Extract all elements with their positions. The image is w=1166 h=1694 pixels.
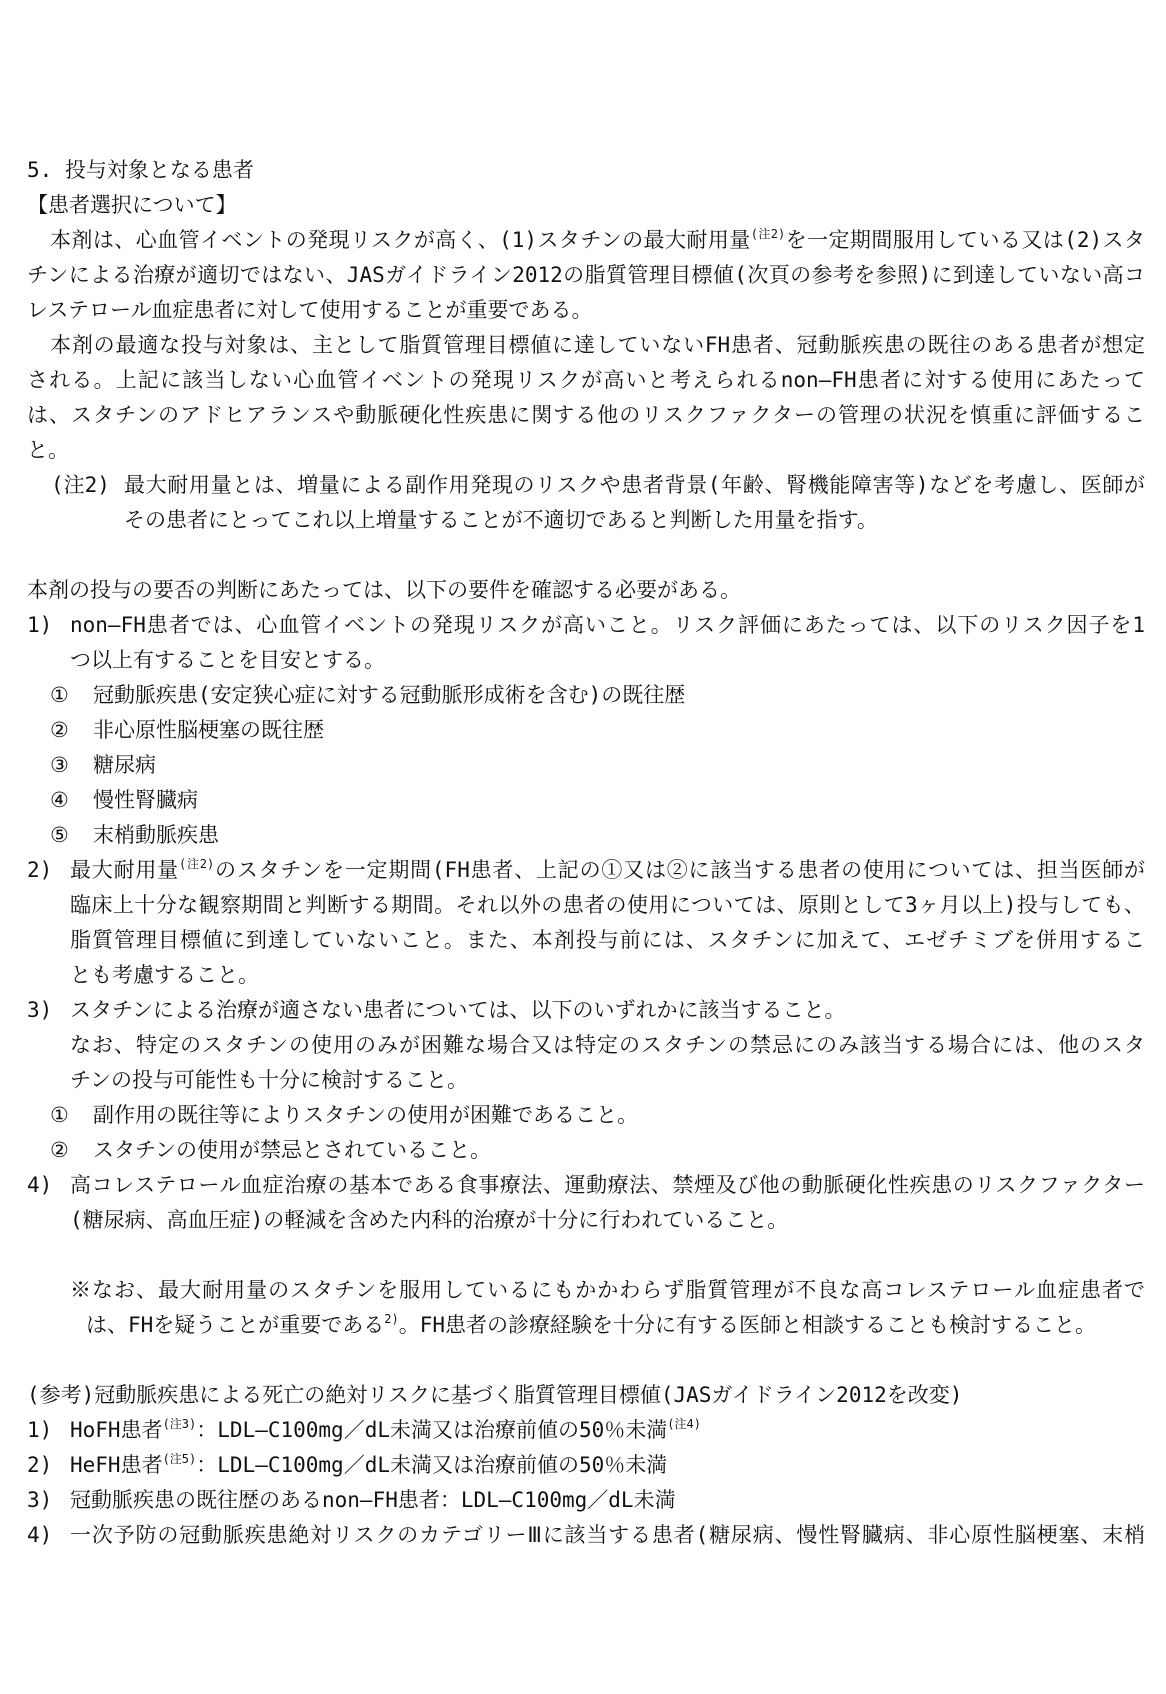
line-text: [27, 188, 1145, 223]
text-line: [0, 993, 1166, 1028]
line-text: [93, 1133, 1145, 1168]
text-segment: (参考)冠動脈疾患による死亡の絶対リスクに基づく脂質管理目標値(JASガイドライン2012を改変): [27, 1383, 963, 1407]
list-marker: ①: [50, 683, 69, 707]
text-segment: 【患者選択について】: [27, 193, 237, 217]
line-text: [93, 818, 1145, 853]
text-line: [0, 398, 1166, 433]
line-text: [70, 1518, 1145, 1553]
list-marker: 1): [27, 613, 53, 637]
text-segment: のスタチンを一定期間(FH患者、上記の①又は②に該当する患者の使用については、担当医師が: [214, 858, 1145, 882]
line-text: [70, 993, 1145, 1028]
text-segment: ※なお、最大耐用量のスタチンを服用しているにもかかわらず脂質管理が不良な高コレステロール血症患者で: [70, 1278, 1145, 1302]
text-line: [0, 1133, 1166, 1168]
section-remark: [0, 1273, 1166, 1343]
line-text: [70, 1028, 1145, 1063]
line-text: [27, 398, 1145, 433]
line-text: [27, 363, 1145, 398]
line-text: [70, 643, 1145, 678]
text-line: [0, 608, 1166, 643]
list-marker: ⑤: [50, 823, 69, 847]
text-line: [0, 1483, 1166, 1518]
line-text: [93, 748, 1145, 783]
line-text: [93, 783, 1145, 818]
text-segment: 一次予防の冠動脈疾患絶対リスクのカテゴリーⅢに該当する患者(糖尿病、慢性腎臓病、非心原性脳梗塞、末梢: [70, 1523, 1145, 1547]
text-segment: HoFH患者: [70, 1418, 163, 1442]
text-segment: される。上記に該当しない心血管イベントの発現リスクが高いと考えられるnon—FH患者に対する使用にあたって: [27, 368, 1145, 392]
text-line: [0, 748, 1166, 783]
text-line: [0, 678, 1166, 713]
text-line: [0, 363, 1166, 398]
list-marker: 3): [27, 1488, 53, 1512]
line-text: [27, 573, 1145, 608]
text-segment: 末梢動脈疾患: [93, 823, 219, 847]
line-text: [93, 1098, 1145, 1133]
text-segment: ：LDL—C100mg／dL未満又は治療前値の50％未満: [196, 1453, 668, 1477]
text-segment: 慢性腎臓病: [93, 788, 198, 812]
text-segment: 臨床上十分な観察期間と判断する期間。それ以外の患者の使用については、原則として3ヶ月以上)投与しても、: [70, 893, 1145, 917]
text-segment: (糖尿病、高血圧症)の軽減を含めた内科的治療が十分に行われていること。: [70, 1208, 789, 1232]
list-marker: 3): [27, 998, 53, 1022]
line-text: [70, 1063, 1145, 1098]
document-page: [0, 153, 1166, 1553]
text-segment: 冠動脈疾患(安定狭心症に対する冠動脈形成術を含む)の既往歴: [93, 683, 686, 707]
text-segment: 5. 投与対象となる患者: [27, 158, 254, 182]
text-line: [0, 1413, 1166, 1448]
text-segment: とも考慮すること。: [70, 963, 259, 987]
text-segment: 最大耐用量: [70, 858, 179, 882]
footnote-reference: 2): [384, 1312, 399, 1326]
text-segment: 副作用の既往等によりスタチンの使用が困難であること。: [93, 1103, 638, 1127]
text-segment: 高コレステロール血症治療の基本である食事療法、運動療法、禁煙及び他の動脈硬化性疾患のリスクファクター: [70, 1173, 1145, 1197]
text-line: [0, 643, 1166, 678]
text-line: [0, 1378, 1166, 1413]
footnote-reference: (注5): [162, 1452, 197, 1466]
text-line: [0, 1273, 1166, 1308]
text-segment: その患者にとってこれ以上増量することが不適切であると判断した用量を指す。: [124, 508, 878, 532]
text-line: [0, 468, 1166, 503]
line-text: [27, 433, 1145, 468]
line-text: [86, 1308, 1145, 1343]
text-line: [0, 328, 1166, 363]
text-line: [0, 888, 1166, 923]
text-line: [0, 958, 1166, 993]
text-segment: 冠動脈疾患の既往歴のあるnon—FH患者：LDL—C100mg／dL未満: [70, 1488, 676, 1512]
list-marker: 4): [27, 1523, 53, 1547]
list-marker: ②: [50, 1138, 69, 1162]
line-text: [27, 1378, 1145, 1413]
text-segment: スタチンによる治療が適さない患者については、以下のいずれかに該当すること。: [70, 998, 846, 1022]
text-line: [0, 223, 1166, 258]
footnote-reference: (注2): [178, 857, 215, 871]
line-text: [70, 608, 1145, 643]
text-segment: 糖尿病: [93, 753, 156, 777]
text-line: [0, 153, 1166, 188]
text-segment: を一定期間服用している又は(2)スタ: [785, 228, 1145, 252]
text-line: [0, 1203, 1166, 1238]
text-line: [0, 713, 1166, 748]
list-marker: (注2): [51, 473, 110, 497]
text-line: [0, 1028, 1166, 1063]
list-marker: 2): [27, 858, 53, 882]
text-line: [0, 1098, 1166, 1133]
line-text: [27, 293, 1145, 328]
line-text: [93, 678, 1145, 713]
line-text: [50, 223, 1145, 258]
list-marker: 4): [27, 1173, 53, 1197]
text-line: [0, 783, 1166, 818]
line-text: [124, 503, 1145, 538]
text-line: [0, 293, 1166, 328]
line-text: [93, 713, 1145, 748]
section-patient-selection: [0, 153, 1166, 538]
text-segment: HeFH患者: [70, 1453, 163, 1477]
text-segment: チンによる治療が適切ではない、JASガイドライン2012の脂質管理目標値(次頁の参考を参照)に到達していない高コ: [27, 263, 1145, 287]
line-text: [124, 468, 1145, 503]
list-marker: ②: [50, 718, 69, 742]
line-text: [50, 328, 1145, 363]
text-segment: 本剤の投与の要否の判断にあたっては、以下の要件を確認する必要がある。: [27, 578, 741, 602]
text-segment: 脂質管理目標値に到達していないこと。また、本剤投与前には、スタチンに加えて、エゼチミブを併用するこ: [70, 928, 1145, 952]
text-line: [0, 818, 1166, 853]
text-segment: ：LDL—C100mg／dL未満又は治療前値の50％未満: [196, 1418, 668, 1442]
text-line: [0, 923, 1166, 958]
text-line: [0, 258, 1166, 293]
line-text: [27, 258, 1145, 293]
line-text: [70, 1448, 1145, 1483]
text-segment: 。FH患者の診療経験を十分に有する医師と相談することも検討すること。: [398, 1313, 1097, 1337]
list-marker: ①: [50, 1103, 69, 1127]
line-text: [27, 153, 1145, 188]
text-segment: スタチンの使用が禁忌とされていること。: [93, 1138, 491, 1162]
text-segment: 本剤の最適な投与対象は、主として脂質管理目標値に達していないFH患者、冠動脈疾患の既往のある患者が想定: [50, 333, 1145, 357]
line-text: [70, 1203, 1145, 1238]
text-segment: non—FH患者では、心血管イベントの発現リスクが高いこと。リスク評価にあたっては、以下のリスク因子を1: [70, 613, 1145, 637]
text-segment: チンの投与可能性も十分に検討すること。: [70, 1068, 468, 1092]
list-marker: ③: [50, 753, 69, 777]
text-segment: 最大耐用量とは、増量による副作用発現のリスクや患者背景(年齢、腎機能障害等)などを考慮し、医師が: [124, 473, 1145, 497]
text-line: [0, 1168, 1166, 1203]
section-reference: [0, 1378, 1166, 1553]
footnote-reference: (注4): [667, 1417, 701, 1431]
text-line: [0, 503, 1166, 538]
text-segment: なお、特定のスタチンの使用のみが困難な場合又は特定のスタチンの禁忌にのみ該当する場合には、他のスタ: [70, 1033, 1145, 1057]
list-marker: 1): [27, 1418, 53, 1442]
text-segment: は、FHを疑うことが重要である: [86, 1313, 385, 1337]
section-requirements: [0, 573, 1166, 1238]
footnote-reference: (注3): [162, 1417, 197, 1431]
text-line: [0, 1063, 1166, 1098]
text-segment: 本剤は、心血管イベントの発現リスクが高く、(1)スタチンの最大耐用量: [50, 228, 751, 252]
text-segment: は、スタチンのアドヒアランスや動脈硬化性疾患に関する他のリスクファクターの管理の状況を慎重に評価するこ: [27, 403, 1145, 427]
line-text: [70, 1273, 1145, 1308]
text-line: [0, 1448, 1166, 1483]
line-text: [70, 923, 1145, 958]
line-text: [70, 958, 1145, 993]
text-segment: つ以上有することを目安とする。: [70, 648, 385, 672]
text-line: [0, 1518, 1166, 1553]
line-text: [70, 1168, 1145, 1203]
text-line: [0, 433, 1166, 468]
text-segment: と。: [27, 438, 69, 462]
line-text: [70, 1413, 1145, 1448]
list-marker: ④: [50, 788, 69, 812]
text-line: [0, 188, 1166, 223]
text-segment: 非心原性脳梗塞の既往歴: [93, 718, 324, 742]
text-line: [0, 853, 1166, 888]
line-text: [70, 1483, 1145, 1518]
text-segment: レステロール血症患者に対して使用することが重要である。: [27, 298, 593, 322]
footnote-reference: (注2): [750, 227, 786, 241]
line-text: [70, 888, 1145, 923]
line-text: [70, 853, 1145, 888]
list-marker: 2): [27, 1453, 53, 1477]
text-line: [0, 1308, 1166, 1343]
text-line: [0, 573, 1166, 608]
